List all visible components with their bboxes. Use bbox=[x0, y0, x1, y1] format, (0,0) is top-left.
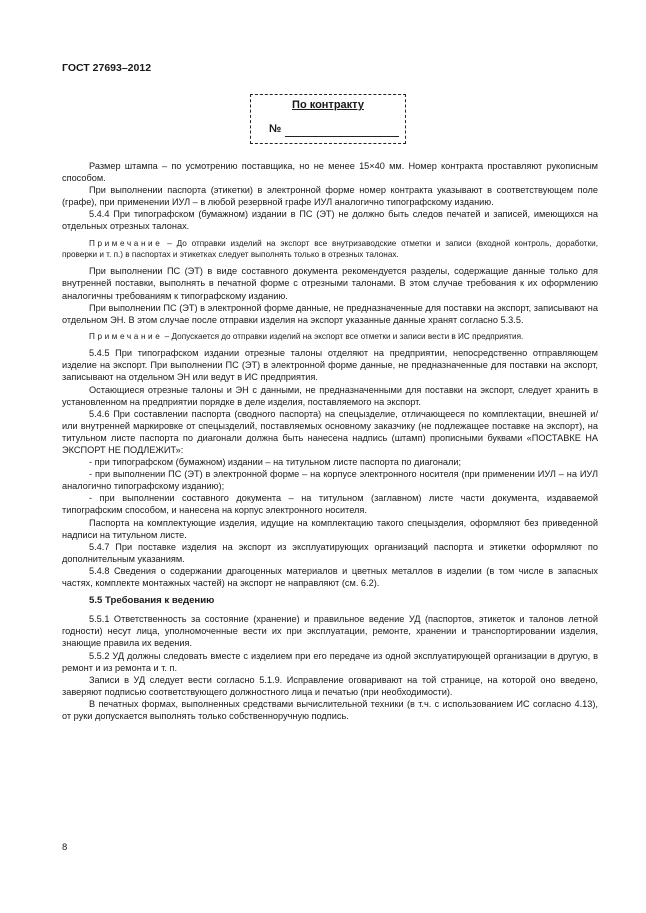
note-paragraph bbox=[62, 331, 598, 342]
stamp-title: По контракту bbox=[292, 99, 364, 111]
note-paragraph bbox=[62, 238, 598, 261]
page-number: 8 bbox=[62, 842, 68, 853]
paragraph: 5.5.2 УД должны следовать вместе с изделием при его передаче из одной эксплуатирующей организации в другую, в ремонт и из ремонта и т. п. bbox=[62, 650, 598, 673]
paragraph: 5.4.7 При поставке изделия на экспорт из эксплуатирующих организаций паспорта и этикетки оформляют по дополнительным указаниям. bbox=[62, 541, 598, 564]
document-body bbox=[62, 160, 598, 722]
paragraph: 5.4.8 Сведения о содержании драгоценных материалов и цветных металлов в изделии (в том числе в запасных частях, комплекте монтажных частей) на экспорт не направляют (см. 6.2). bbox=[62, 565, 598, 589]
list-item: - при выполнении составного документа – на титульном (заглавном) листе части документа, издаваемой типографским способом, и нанесена на корпус электронного носителя. bbox=[62, 493, 598, 516]
note-text: – Допускается до отправки изделий на экспорт все отметки и записи вести в ИС предприятия. bbox=[164, 331, 524, 341]
paragraph: В печатных формах, выполненных средствами вычислительной техники (в т.ч. с использованием ИС согласно 4.13), от руки допускается выполнять только собственноручную подпись. bbox=[62, 698, 598, 721]
paragraph: 5.4.5 При типографском издании отрезные талоны отделяют на предприятии, непосредственно отправляющем изделие на экспорт. При выполнении ПС (ЭТ) в электронной форме данные, не предназначенные для поставки на экспорт, записывают на отдельном ЭН или ведут в ИС предприятия. bbox=[62, 348, 598, 383]
paragraph: Записи в УД следует вести согласно 5.1.9. Исправление оговаривают на той странице, на которой оно введено, заверяют подписью соответствующего должностного лица и печатью (при необходимости). bbox=[62, 674, 598, 697]
list-item: - при выполнении ПС (ЭТ) в электронной форме – на корпусе электронного носителя (при применении ИУЛ – на ИУЛ аналогично типографскому изданию); bbox=[62, 469, 598, 492]
document-header: ГОСТ 27693–2012 bbox=[62, 62, 152, 74]
paragraph: Паспорта на комплектующие изделия, идущие на комплектацию такого спецызделия, оформляют без приведенной надписи на титульном листе. bbox=[62, 517, 598, 540]
paragraph: Остающиеся отрезные талоны и ЭН с данными, не предназначенными для поставки на экспорт, следует хранить в установленном на предприятии порядке в деле изделия, поставляемого на экспорт. bbox=[62, 384, 598, 407]
stamp-number-line bbox=[285, 136, 399, 137]
paragraph: Размер штампа – по усмотрению поставщика, но не менее 15×40 мм. Номер контракта проставляют рукописным способом. bbox=[62, 161, 598, 184]
note-text: – До отправки изделий на экспорт все внутризаводские отметки и записи (входной контроль, доработки, проверки и т. п.) в паспортах и этикетках следует выполнять только в отрезных талонах. bbox=[62, 238, 598, 259]
paragraph: 5.4.4 При типографском (бумажном) издании в ПС (ЭТ) не должно быть следов печатей и записей, имеющихся на отдельных отрезных талонах. bbox=[62, 209, 598, 232]
stamp-number-label: № bbox=[269, 123, 282, 135]
note-label: Примечание bbox=[89, 331, 163, 341]
note-label: Примечание bbox=[89, 238, 163, 248]
paragraph: При выполнении ПС (ЭТ) в виде составного документа рекомендуется разделы, содержащие данные только для внутренней поставки, выполнять в печатной форме с отрезными талонами. В этом случае требования к их оформлению аналогичны требованиям к типографскому изданию. bbox=[62, 266, 598, 301]
paragraph: 5.4.6 При составлении паспорта (сводного паспорта) на спецызделие, отличающееся по комплектации, внешней и/или внутренней маркировке от спецызделий, поставляемых основному заказчику (не подлежащее поставке на экспорт), на титульном листе паспорта по диагонали должна быть нанесена надпись (штамп) прописными буквами «ПОСТАВКЕ НА ЭКСПОРТ НЕ ПОДЛЕЖИТ»: bbox=[62, 408, 598, 455]
list-item: - при типографском (бумажном) издании – на титульном листе паспорта по диагонали; bbox=[89, 457, 462, 468]
paragraph: При выполнении паспорта (этикетки) в электронной форме номер контракта указывают в соответствующем поле (графе), при применении ИУЛ – в любой резервной графе ИУЛ аналогично типографскому изданию. bbox=[62, 185, 598, 208]
section-heading: 5.5 Требования к ведению bbox=[89, 595, 215, 607]
contract-stamp bbox=[250, 94, 406, 144]
paragraph: 5.5.1 Ответственность за состояние (хранение) и правильное ведение УД (паспортов, этикеток и талонов летной годности) несут лица, уполномоченные вести их при эксплуатации, ремонте, хранении и транспортировании изделия, знающие правила их ведения. bbox=[62, 614, 598, 649]
paragraph: При выполнении ПС (ЭТ) в электронной форме данные, не предназначенные для поставки на экспорт, записывают на отдельном ЭН. В этом случае после отправки изделия на экспорт указанные данные хранят согласно 5.3.5. bbox=[62, 302, 598, 325]
